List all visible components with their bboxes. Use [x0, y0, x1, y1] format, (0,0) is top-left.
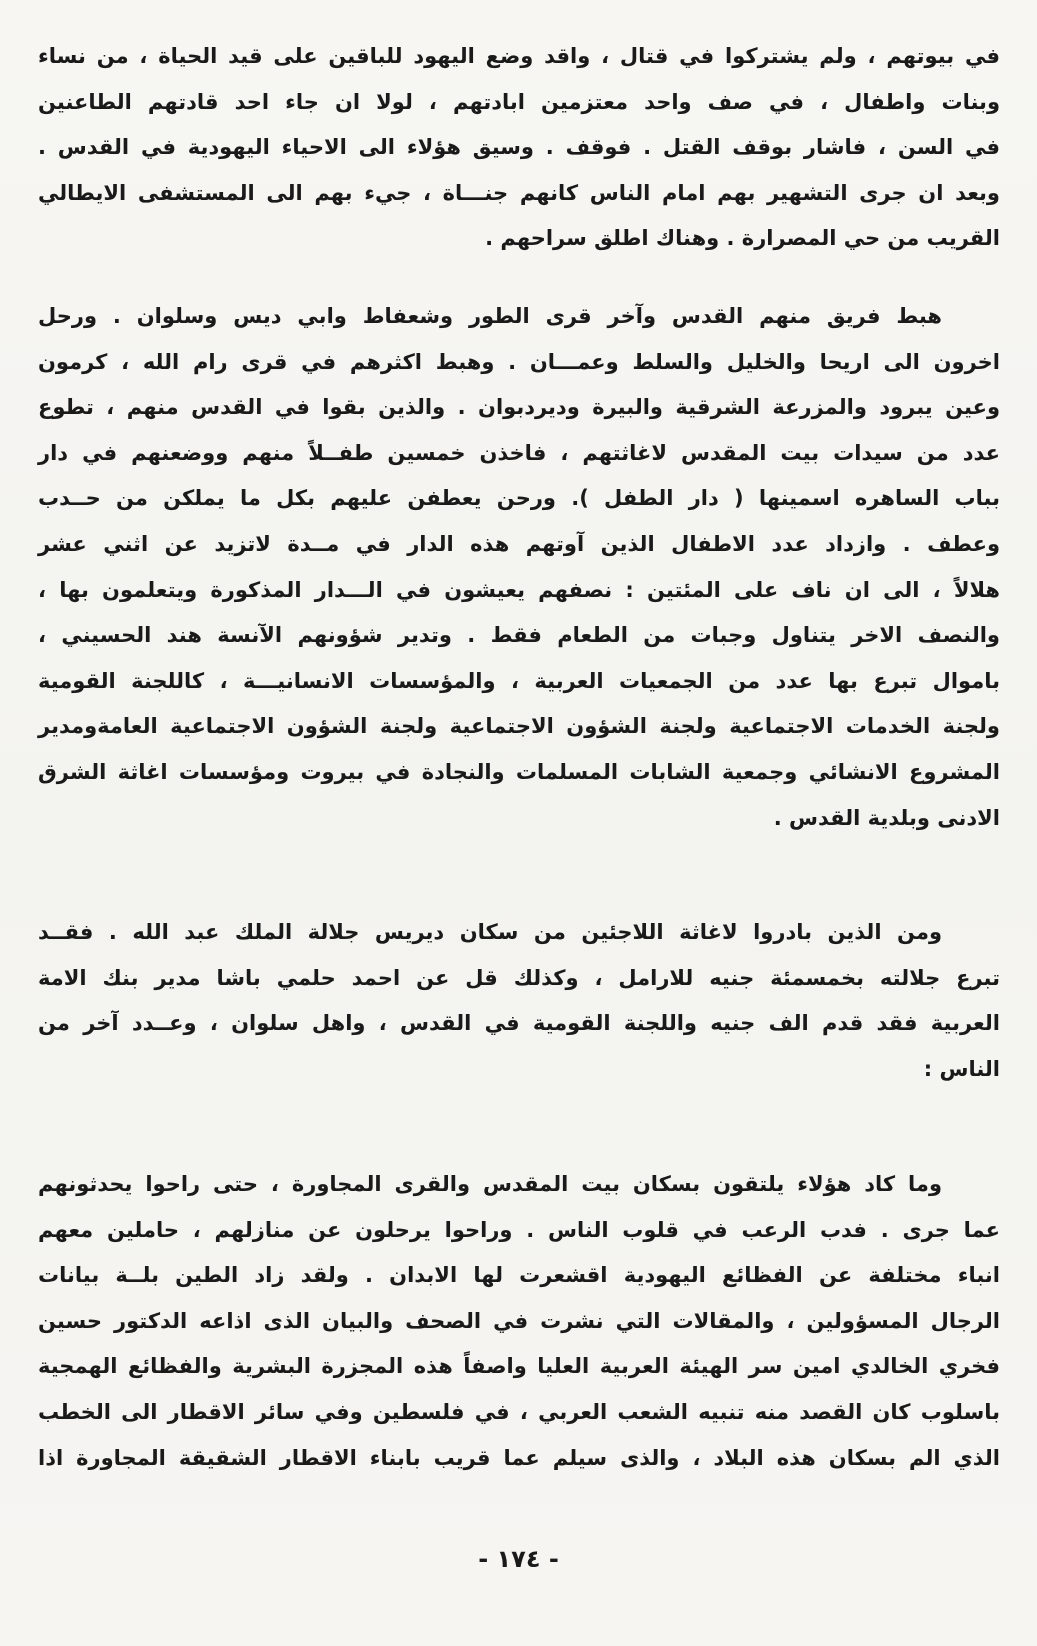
text-line: اخرون الى اريحا والخليل والسلط وعمـــان . وهبط اكثرهم في قرى رام الله ، كرمون [38, 349, 1000, 374]
paragraph-3 [38, 910, 1000, 1092]
text-line: تبرع جلالته بخمسمئة جنيه للارامل ، وكذلك قل عن احمد حلمي باشا مدير بنك الامة [38, 965, 1000, 990]
page-number: - ١٧٤ - [478, 1545, 559, 1573]
text-line: ومن الذين بادروا لاغاثة اللاجئين من سكان ديريس جلالة الملك عبد الله . فقــد [38, 920, 942, 944]
text-line: وعطف . وازداد عدد الاطفال الذين آوتهم هذه الدار في مــدة لاتزيد عن اثني عشر [38, 531, 1000, 556]
text-line: المشروع الانشائي وجمعية الشابات المسلمات والنجادة في بيروت ومؤسسات اغاثة الشرق [38, 759, 1000, 784]
text-line: عما جرى . فدب الرعب في قلوب الناس . وراحوا يرحلون عن منازلهم ، حاملين معهم [38, 1217, 1000, 1242]
text-line: عدد من سيدات بيت المقدس لاغاثتهم ، فاخذن خمسين طفــلاً منهم ووضعنهم في دار [38, 440, 1000, 465]
text-line: فخري الخالدي امين سر الهيئة العربية العليا واصفاً هذه المجزرة البشرية والفظائع الهمجية [38, 1354, 1000, 1379]
text-line: الرجال المسؤولين ، والمقالات التي نشرت في الصحف والبيان الذى اذاعه الدكتور حسين [38, 1308, 1000, 1333]
text-line: والنصف الاخر يتناول وجبات من الطعام فقط . وتدير شؤونهم الآنسة هند الحسيني ، [38, 623, 1000, 648]
text-line: القريب من حي المصرارة . وهناك اطلق سراحهم . [485, 226, 1000, 251]
text-line: هبط فريق منهم القدس وآخر قرى الطور وشعفاط وابي ديس وسلوان . ورحل [38, 304, 942, 328]
text-line: وبعد ان جرى التشهير بهم امام الناس كانهم جنـــاة ، جيء بهم الى المستشفى الايطالي [38, 180, 1000, 205]
text-line: وبنات واطفال ، في صف واحد معتزمين ابادتهم ، لولا ان جاء احد قادتهم الطاعنين [38, 89, 1000, 114]
text-line: انباء مختلفة عن الفظائع اليهودية اقشعرت لها الابدان . ولقد زاد الطين بلــة بيانات [38, 1263, 1000, 1288]
text-line: في السن ، فاشار بوقف القتل . فوقف . وسيق هؤلاء الى الاحياء اليهودية في القدس . [38, 135, 1000, 160]
text-line: باسلوب كان القصد منه تنبيه الشعب العربي ، في فلسطين وفي سائر الاقطار الى الخطب [38, 1399, 1000, 1424]
text-line: وعين يبرود والمزرعة الشرقية والبيرة وديردبوان . والذين بقوا في القدس منهم ، تطوع [38, 395, 1000, 420]
paragraph-1 [38, 34, 1000, 262]
text-line: الذي الم بسكان هذه البلاد ، والذى سيلم عما قريب بابناء الاقطار الشقيقة المجاورة اذا [38, 1445, 1000, 1470]
text-line: باموال تبرع بها عدد من الجمعيات العربية ، والمؤسسات الانسانيـــة ، كاللجنة القومية [38, 668, 1000, 693]
text-line: الادنى وبلدية القدس . [773, 805, 1000, 830]
paragraph-4 [38, 1162, 1000, 1481]
text-line: الناس : [923, 1056, 1000, 1081]
text-line: بباب الساهره اسمينها ( دار الطفل ). ورحن يعطفن عليهم بكل ما يملكن من حــدب [38, 486, 1000, 511]
text-line: العربية فقد قدم الف جنيه واللجنة القومية في القدس ، واهل سلوان ، وعــدد آخر من [38, 1011, 1000, 1036]
text-line: وما كاد هؤلاء يلتقون بسكان بيت المقدس والقرى المجاورة ، حتى راحوا يحدثونهم [38, 1172, 942, 1196]
text-line: ولجنة الخدمات الاجتماعية ولجنة الشؤون الاجتماعية ولجنة الشؤون الاجتماعية العامةومدير [38, 714, 1000, 739]
text-line: هلالاً ، الى ان ناف على المئتين : نصفهم يعيشون في الـــدار المذكورة ويتعلمون بها ، [38, 577, 1000, 602]
paragraph-2 [38, 294, 1000, 841]
text-line: في بيوتهم ، ولم يشتركوا في قتال ، واقد وضع اليهود للباقين على قيد الحياة ، من نساء [38, 44, 1000, 68]
